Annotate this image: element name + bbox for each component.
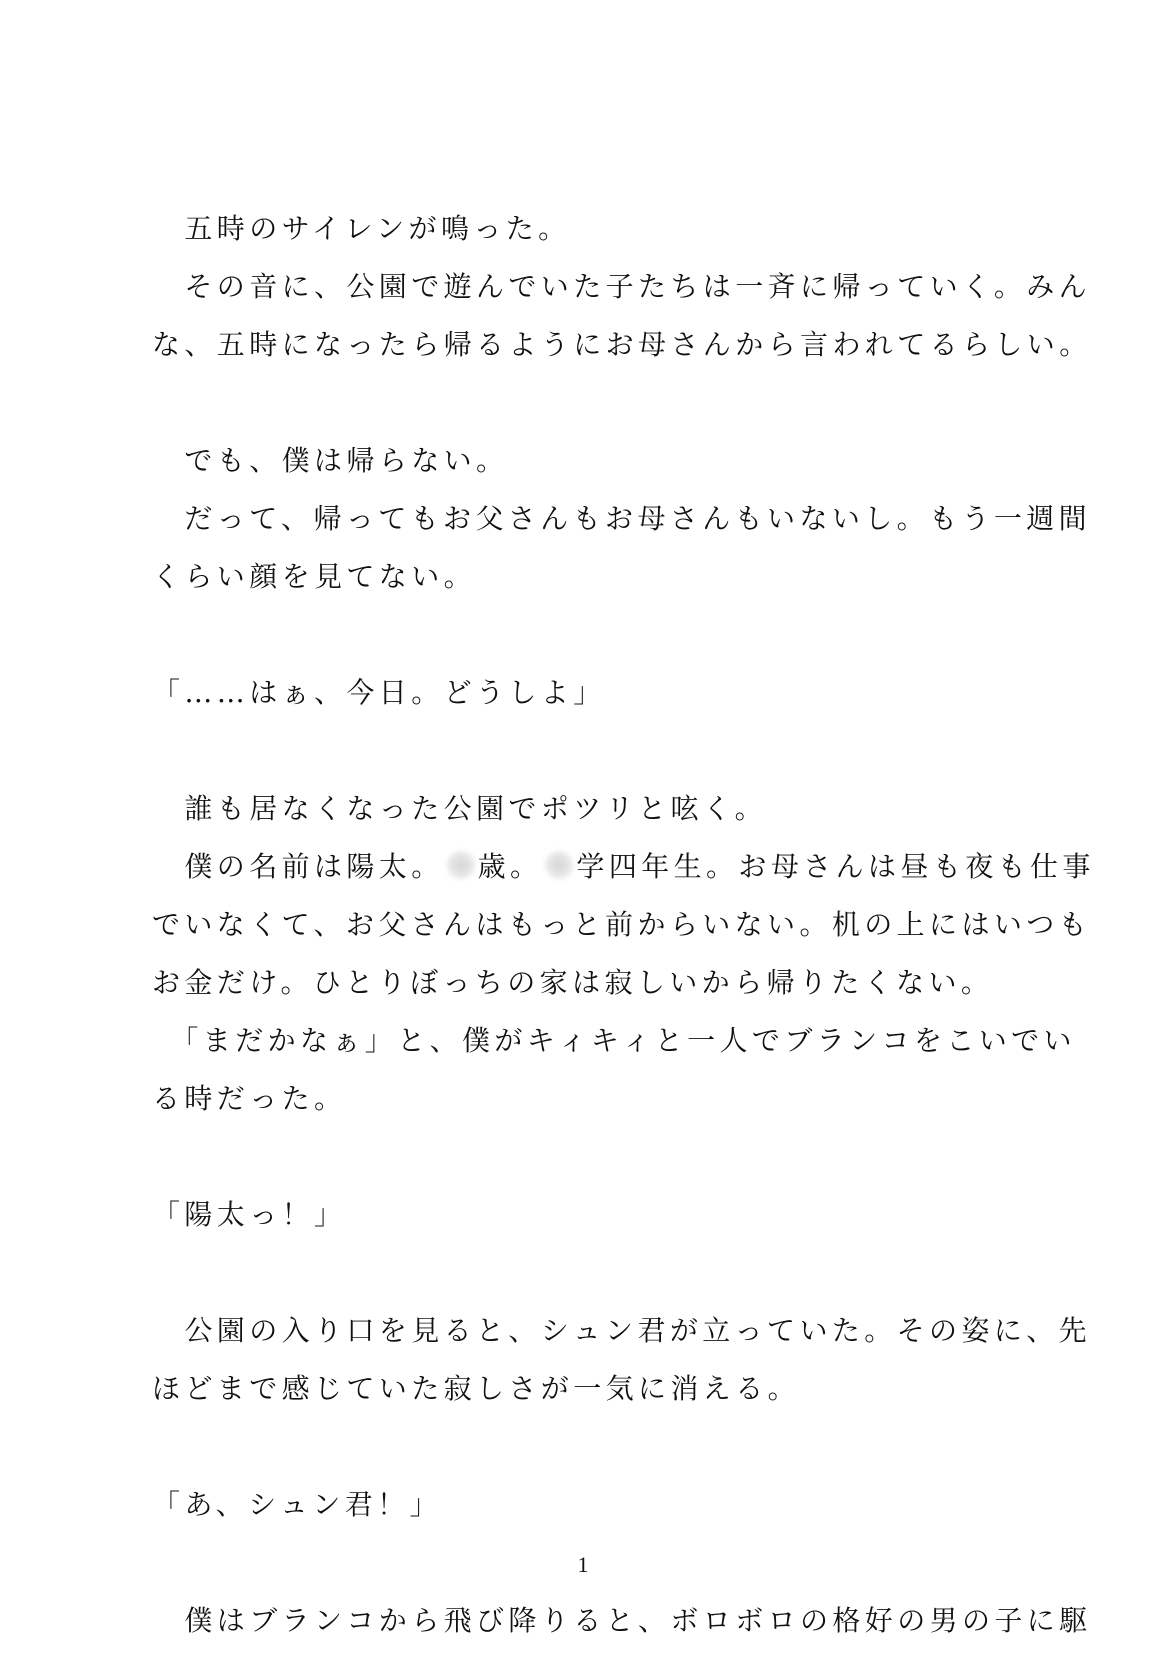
text-line: る時だった。 <box>152 1082 347 1115</box>
text-line: 公園の入り口を見ると、シュン君が立っていた。その姿に、先 <box>152 1314 1092 1347</box>
text-line: 誰も居なくなった公園でポツリと呟く。 <box>152 792 768 825</box>
text-line: だって、帰ってもお父さんもお母さんもいないし。もう一週間 <box>152 502 1092 535</box>
text-line: 「まだかなぁ」と、僕がキィキィと一人でブランコをこいでい <box>152 1024 1076 1057</box>
dialogue-line: 「あ、シュン君！」 <box>152 1488 442 1521</box>
text-line: な、五時になったら帰るようにお母さんから言われてるらしい。 <box>152 328 1092 361</box>
text-line: ほどまで感じていた寂しさが一気に消える。 <box>152 1372 801 1405</box>
text-line: くらい顔を見てない。 <box>152 560 477 593</box>
text-line-with-redactions <box>152 838 1095 896</box>
text-line: 僕はブランコから飛び降りると、ボロボロの格好の男の子に駆 <box>152 1604 1092 1637</box>
page-number: 1 <box>577 1552 589 1577</box>
redacted-blur-mark <box>544 850 574 880</box>
text-line: お金だけ。ひとりぼっちの家は寂しいから帰りたくない。 <box>152 966 994 999</box>
dialogue-line: 「……はぁ、今日。どうしよ」 <box>152 676 606 709</box>
redacted-blur-mark <box>446 850 476 880</box>
text-line: でも、僕は帰らない。 <box>152 444 509 477</box>
text-line: 五時のサイレンが鳴った。 <box>152 212 571 245</box>
text-line: でいなくて、お父さんはもっと前からいない。机の上にはいつも <box>152 908 1092 941</box>
dialogue-line: 「陽太っ！」 <box>152 1198 347 1231</box>
text-segment: 歳。 <box>477 850 543 883</box>
text-segment: 僕の名前は陽太。 <box>152 850 444 883</box>
text-segment: 学四年生。お母さんは昼も夜も仕事 <box>576 850 1095 883</box>
text-line: その音に、公園で遊んでいた子たちは一斉に帰っていく。みん <box>152 270 1092 303</box>
